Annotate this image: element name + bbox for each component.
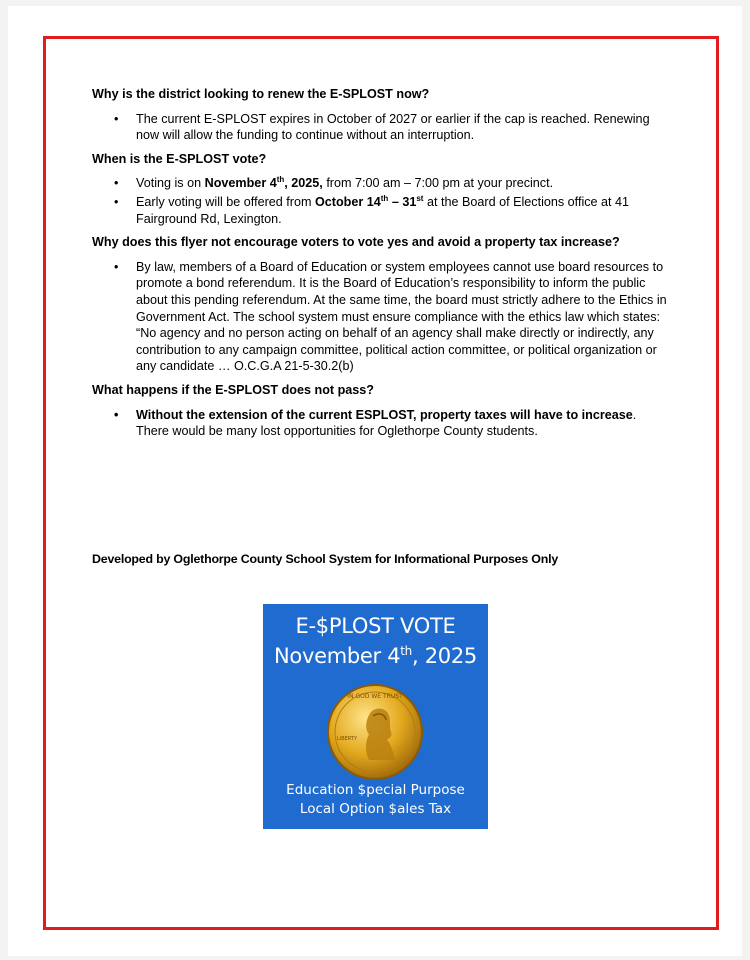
question-vote-date: When is the E-SPLOST vote?: [92, 151, 267, 166]
footer-disclaimer: Developed by Oglethorpe County School System for Informational Purposes Only: [92, 552, 559, 566]
early-end-sup: st: [416, 193, 424, 203]
badge-line-1: Education $pecial Purpose: [286, 782, 465, 798]
badge-date-main: November 4: [273, 644, 401, 668]
list-item: • The current E-SPLOST expires in October of 2027 or earlier if the cap is reached. Renewing now will allow the funding to continue without an interruption.: [114, 111, 650, 143]
vote-date: November 4: [204, 176, 277, 191]
vote-year: , 2025,: [284, 176, 323, 191]
answer-list-vote: [92, 175, 672, 227]
answer-bold-text: Without the extension of the current ESPLOST, property taxes will have to increase: [136, 407, 633, 422]
badge-title: E-$PLOST VOTE: [295, 614, 456, 638]
answer-text: By law, members of a Board of Education or system employees cannot use board resources to promote a bond referendum. It is the Board of Education’s responsibility to inform the public about this pending referendum. At the same time, the board must strictly adhere to the Ethics in Government Act. The school system must ensure compliance with the ethics law which states: “No agency and no person acting on behalf of an agency shall make directly or indirectly, any contribution to any campaign committee, political action committee, or political organization or any candidate … O.C.G.A 21-5-30.2(b): [136, 259, 667, 374]
answer-text: Voting is on: [136, 176, 202, 191]
answer-text: at the Board of Elections office at 41 Fairground Rd, Lexington.: [136, 194, 630, 226]
badge-line-2: Local Option $ales Tax: [299, 801, 452, 817]
penny-coin-icon: [325, 682, 425, 782]
answer-text: Early voting will be offered from: [136, 194, 312, 209]
esplost-vote-badge: [263, 604, 488, 829]
answer-text: from 7:00 am – 7:00 pm at your precinct.: [326, 176, 554, 191]
list-item: • Early voting will be offered from October 14th – 31st at the Board of Elections office at 41 Fairground Rd, Lexington.: [114, 193, 630, 226]
early-end-date: – 31: [391, 194, 417, 209]
question-why-not-encourage: Why does this flyer not encourage voters to vote yes and avoid a property tax increase?: [92, 235, 620, 250]
badge-date-year: , 2025: [412, 644, 477, 668]
badge-date: [263, 644, 488, 668]
answer-list-fail: [92, 407, 672, 440]
answer-text: . There would be many lost opportunities for Oglethorpe County students.: [136, 407, 637, 439]
badge-date-sup: th: [400, 644, 412, 658]
question-if-not-pass: What happens if the E-SPLOST does not pass?: [92, 382, 374, 397]
coin-liberty-text: LIBERTY: [336, 736, 358, 742]
early-start-sup: th: [380, 193, 389, 203]
list-item: • Without the extension of the current ESPLOST, property taxes will have to increase. There would be many lost opportunities for Oglethorpe County students.: [114, 407, 637, 439]
answer-list-law: [92, 259, 672, 375]
question-renew-now: Why is the district looking to renew the E-SPLOST now?: [92, 87, 430, 101]
answer-list-renew: [92, 111, 672, 144]
coin-top-text: IN GOD WE TRUST: [347, 693, 403, 700]
answer-text: The current E-SPLOST expires in October of 2027 or earlier if the cap is reached. Renewing now will allow the funding to continue without an interruption.: [136, 111, 650, 143]
list-item: • Voting is on November 4th, 2025, from 7:00 am – 7:00 pm at your precinct.: [114, 175, 554, 191]
early-start-date: October 14: [314, 194, 381, 209]
vote-date-sup: th: [276, 175, 285, 185]
list-item: • By law, members of a Board of Education or system employees cannot use board resources to promote a bond referendum. It is the Board of Education’s responsibility to inform the public about this pending referendum. At the same time, the board must strictly adhere to the Ethics in Government Act. The school system must ensure compliance with the ethics law which states: “No agency and no person acting on behalf of an agency shall make directly or indirectly, any contribution to any campaign committee, political action committee, or political organization or any candidate … O.C.G.A 21-5-30.2(b): [114, 259, 667, 374]
faq-content: [92, 86, 672, 447]
